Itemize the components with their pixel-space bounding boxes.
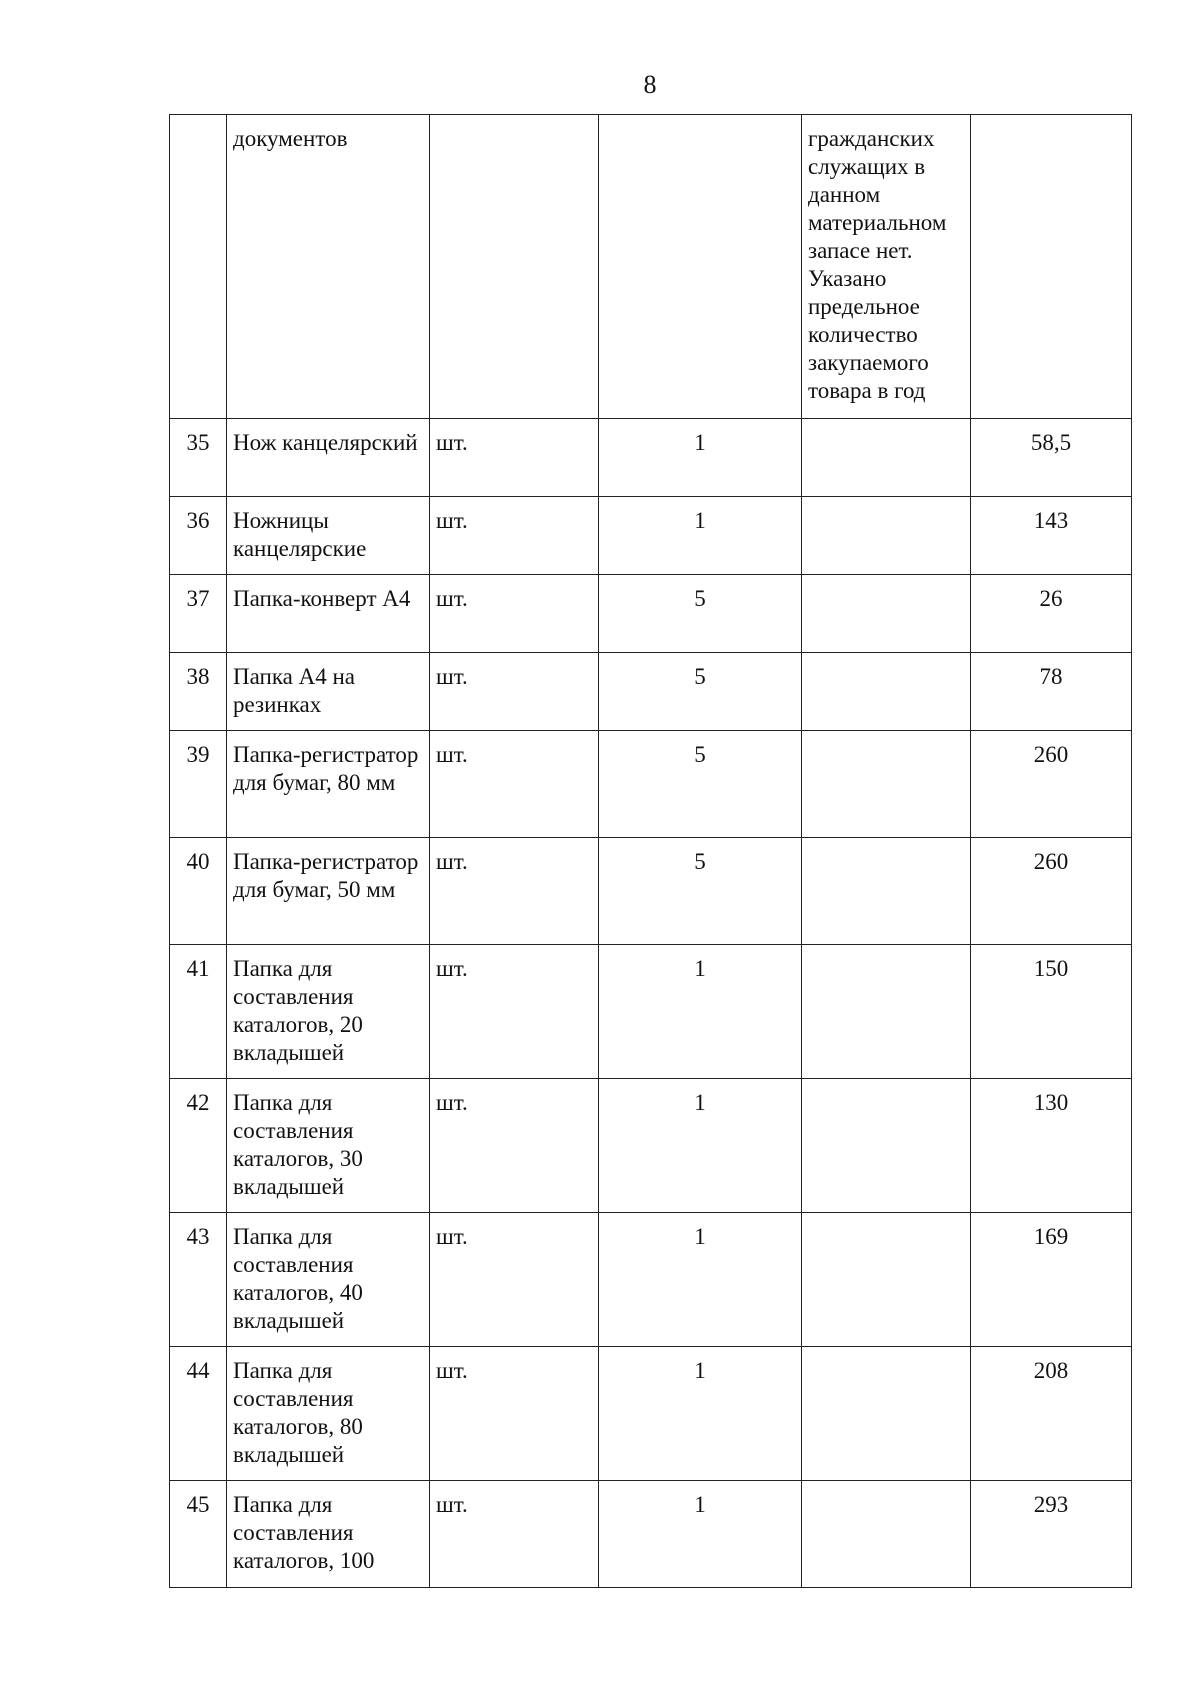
cell-quantity: 1 bbox=[599, 1481, 802, 1588]
cell-quantity: 1 bbox=[599, 945, 802, 1079]
cell-quantity bbox=[599, 115, 802, 419]
cell-note bbox=[802, 1213, 971, 1347]
page-number: 8 bbox=[643, 70, 657, 99]
cell-name: Папка-конверт А4 bbox=[227, 575, 430, 653]
cell-quantity: 5 bbox=[599, 575, 802, 653]
table-row bbox=[170, 1481, 1132, 1588]
cell-name: Папка для составления каталогов, 40 вкладышей bbox=[227, 1213, 430, 1347]
cell-price: 293 bbox=[971, 1481, 1132, 1588]
cell-quantity: 1 bbox=[599, 1079, 802, 1213]
cell-number: 45 bbox=[170, 1481, 227, 1588]
cell-quantity: 5 bbox=[599, 653, 802, 731]
cell-unit: шт. bbox=[430, 838, 599, 945]
cell-price: 169 bbox=[971, 1213, 1132, 1347]
cell-name: Папка для составления каталогов, 100 bbox=[227, 1481, 430, 1588]
cell-name: Папка А4 на резинках bbox=[227, 653, 430, 731]
cell-unit: шт. bbox=[430, 945, 599, 1079]
cell-number: 42 bbox=[170, 1079, 227, 1213]
table-row bbox=[170, 419, 1132, 497]
cell-name: Ножницы канцелярские bbox=[227, 497, 430, 575]
cell-note bbox=[802, 1079, 971, 1213]
cell-unit: шт. bbox=[430, 653, 599, 731]
cell-price: 78 bbox=[971, 653, 1132, 731]
cell-note bbox=[802, 838, 971, 945]
cell-number: 41 bbox=[170, 945, 227, 1079]
cell-name: Папка-регистратор для бумаг, 80 мм bbox=[227, 731, 430, 838]
cell-name: документов bbox=[227, 115, 430, 419]
cell-price: 260 bbox=[971, 731, 1132, 838]
cell-note bbox=[802, 653, 971, 731]
cell-note bbox=[802, 419, 971, 497]
cell-unit: шт. bbox=[430, 1079, 599, 1213]
cell-quantity: 1 bbox=[599, 419, 802, 497]
cell-quantity: 1 bbox=[599, 497, 802, 575]
cell-unit bbox=[430, 115, 599, 419]
cell-note bbox=[802, 731, 971, 838]
cell-price: 130 bbox=[971, 1079, 1132, 1213]
cell-quantity: 1 bbox=[599, 1347, 802, 1481]
cell-price bbox=[971, 115, 1132, 419]
cell-number: 43 bbox=[170, 1213, 227, 1347]
cell-name: Папка для составления каталогов, 80 вкладышей bbox=[227, 1347, 430, 1481]
cell-note bbox=[802, 497, 971, 575]
table-row bbox=[170, 731, 1132, 838]
cell-price: 26 bbox=[971, 575, 1132, 653]
table-row bbox=[170, 1079, 1132, 1213]
cell-unit: шт. bbox=[430, 575, 599, 653]
cell-unit: шт. bbox=[430, 419, 599, 497]
cell-unit: шт. bbox=[430, 1481, 599, 1588]
cell-price: 208 bbox=[971, 1347, 1132, 1481]
cell-number bbox=[170, 115, 227, 419]
cell-number: 37 bbox=[170, 575, 227, 653]
cell-number: 44 bbox=[170, 1347, 227, 1481]
cell-note: гражданских служащих в данном материальном запасе нет. Указано предельное количество закупаемого товара в год bbox=[802, 115, 971, 419]
cell-note bbox=[802, 1347, 971, 1481]
cell-price: 58,5 bbox=[971, 419, 1132, 497]
cell-number: 40 bbox=[170, 838, 227, 945]
supplies-table bbox=[169, 114, 1132, 1588]
cell-number: 35 bbox=[170, 419, 227, 497]
cell-name: Папка для составления каталогов, 20 вкладышей bbox=[227, 945, 430, 1079]
cell-number: 39 bbox=[170, 731, 227, 838]
table-row bbox=[170, 1213, 1132, 1347]
cell-note bbox=[802, 1481, 971, 1588]
cell-price: 260 bbox=[971, 838, 1132, 945]
table-row bbox=[170, 653, 1132, 731]
cell-quantity: 5 bbox=[599, 731, 802, 838]
cell-unit: шт. bbox=[430, 1347, 599, 1481]
cell-name: Папка для составления каталогов, 30 вкладышей bbox=[227, 1079, 430, 1213]
cell-name: Нож канцелярский bbox=[227, 419, 430, 497]
cell-note bbox=[802, 575, 971, 653]
cell-number: 36 bbox=[170, 497, 227, 575]
table-row bbox=[170, 497, 1132, 575]
cell-unit: шт. bbox=[430, 497, 599, 575]
table-row bbox=[170, 575, 1132, 653]
cell-unit: шт. bbox=[430, 731, 599, 838]
table-row bbox=[170, 945, 1132, 1079]
table-row bbox=[170, 838, 1132, 945]
cell-price: 143 bbox=[971, 497, 1132, 575]
cell-price: 150 bbox=[971, 945, 1132, 1079]
cell-name: Папка-регистратор для бумаг, 50 мм bbox=[227, 838, 430, 945]
cell-unit: шт. bbox=[430, 1213, 599, 1347]
cell-quantity: 1 bbox=[599, 1213, 802, 1347]
cell-note bbox=[802, 945, 971, 1079]
cell-number: 38 bbox=[170, 653, 227, 731]
cell-quantity: 5 bbox=[599, 838, 802, 945]
table-row-continuation bbox=[170, 115, 1132, 419]
table-row bbox=[170, 1347, 1132, 1481]
